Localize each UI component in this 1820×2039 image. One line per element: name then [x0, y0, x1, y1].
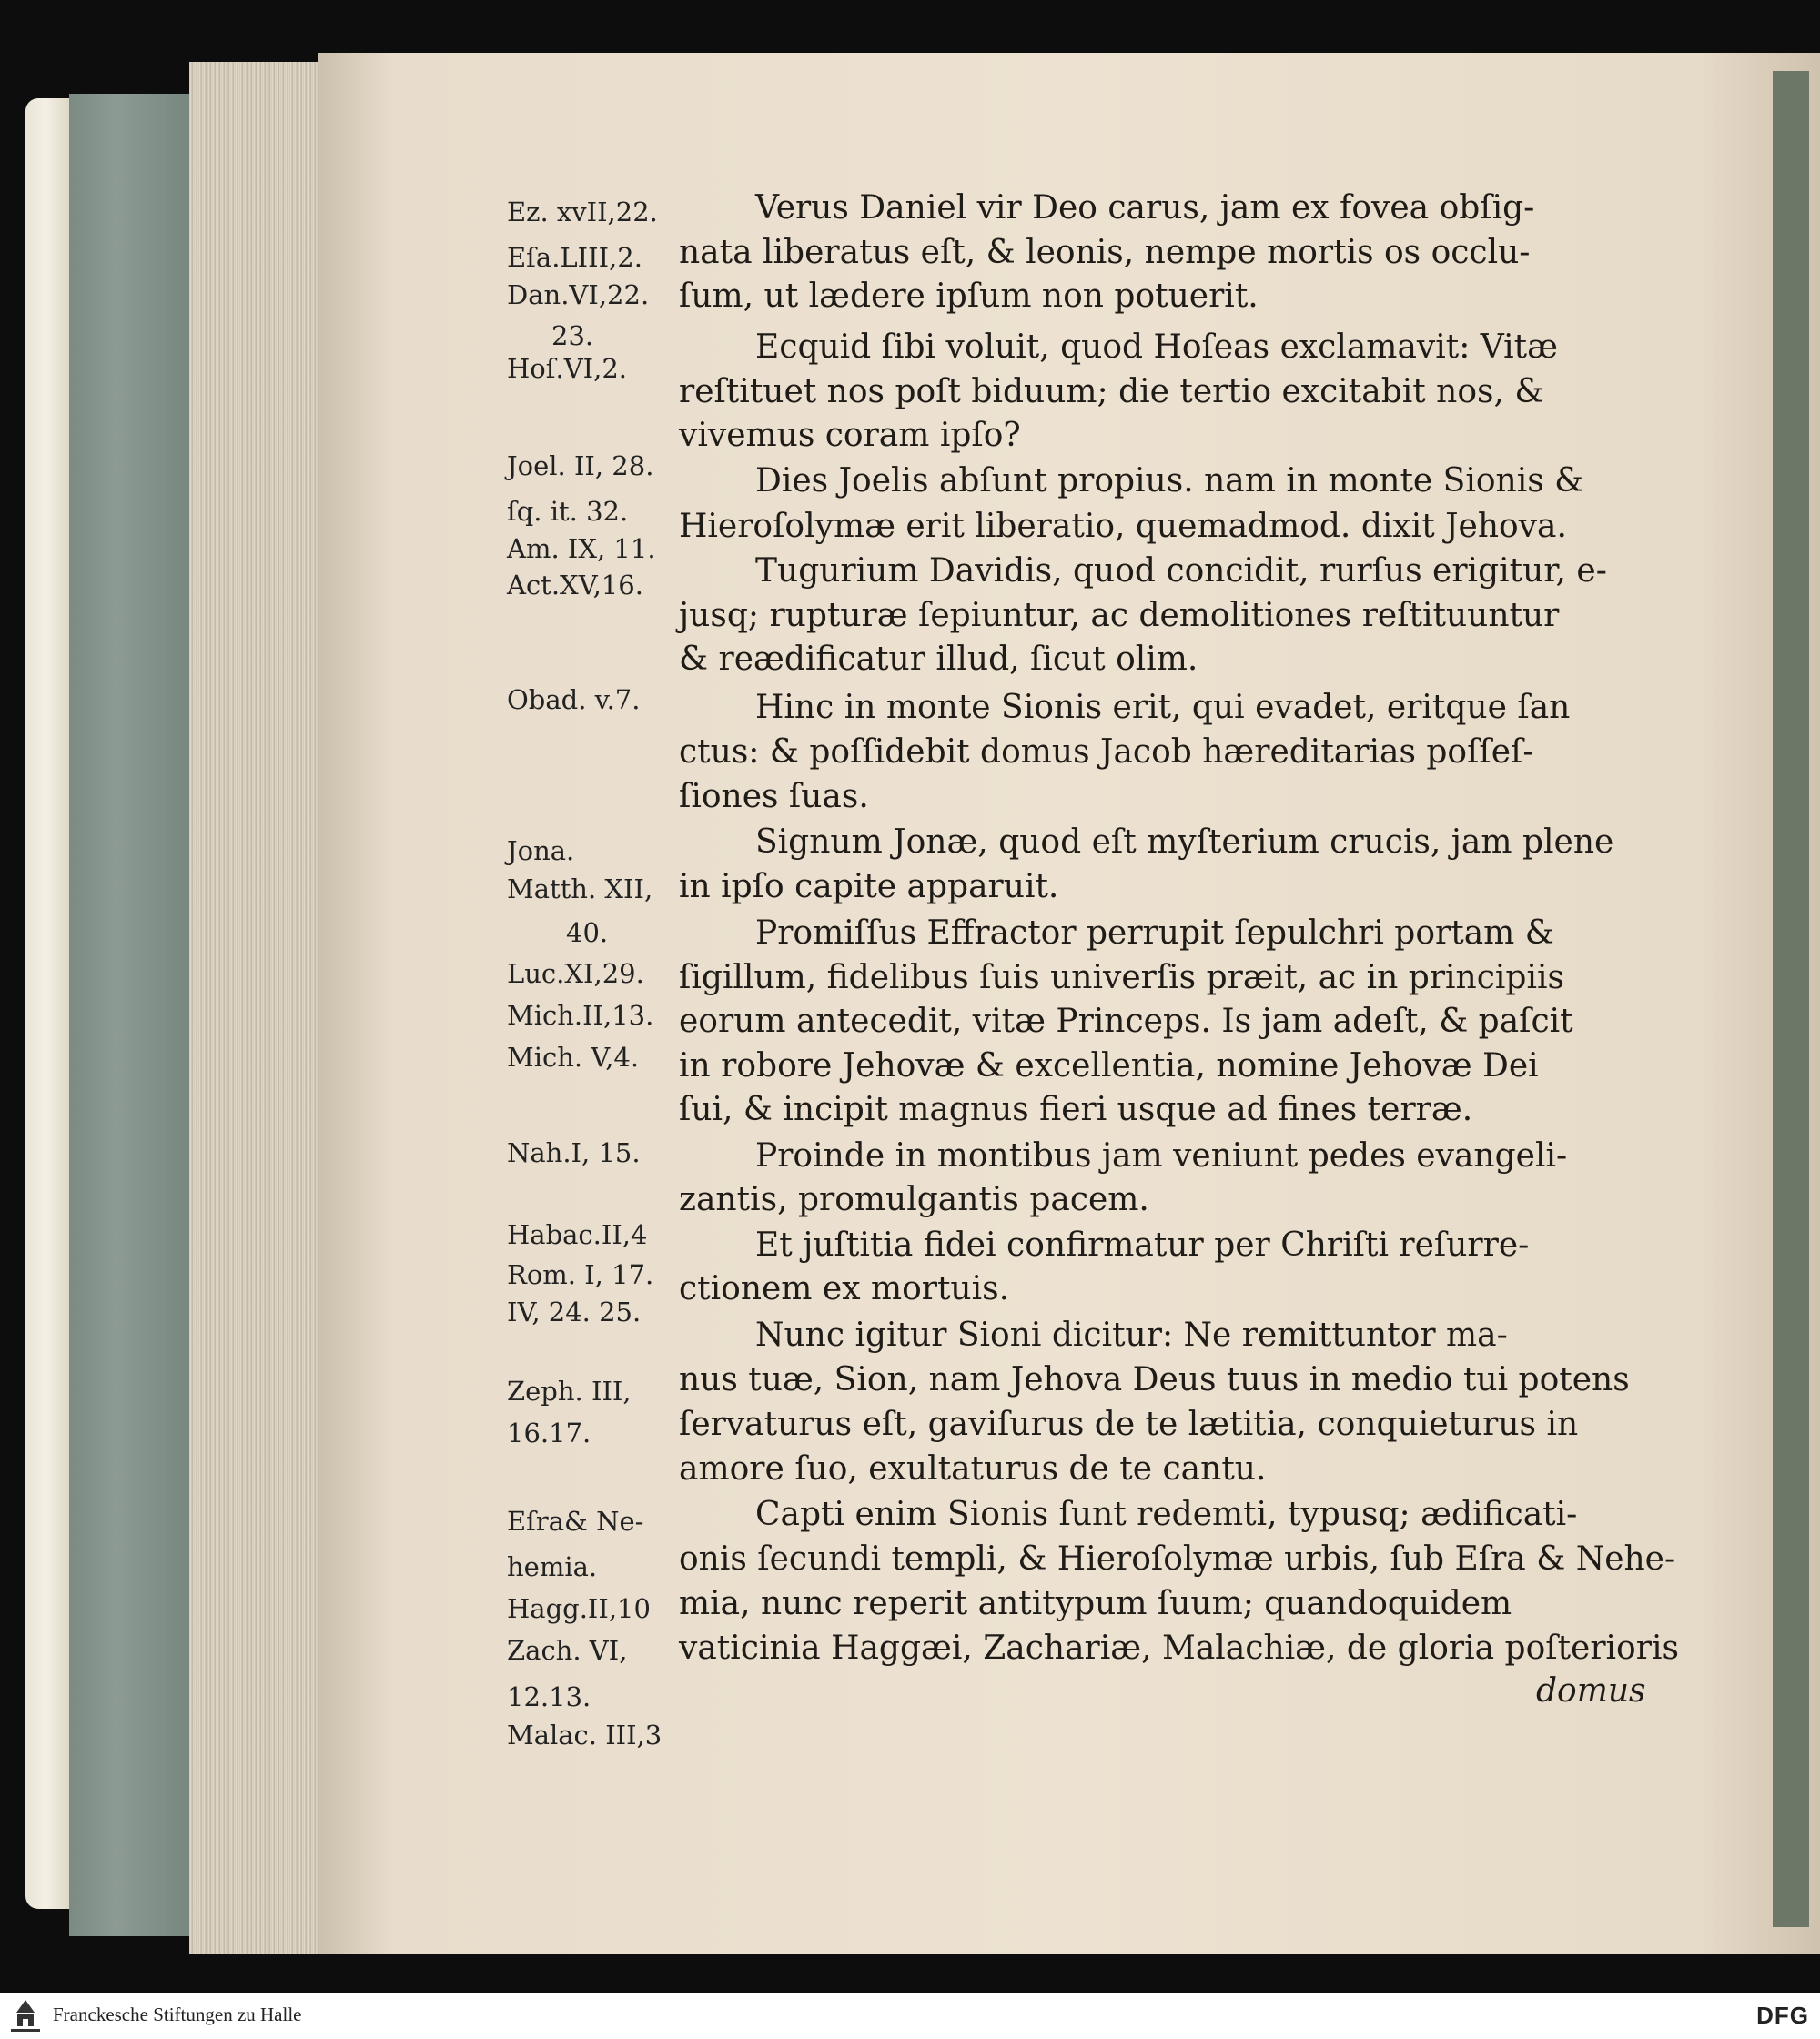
text-line: zantis, promulgantis pacem.: [679, 1181, 1149, 1218]
text-line: in robore Jehovæ & excellentia, nomine Jehovæ Dei: [679, 1047, 1539, 1085]
text-line: ctus: & poſſidebit domus Jacob hæreditarias poſſeſ-: [679, 733, 1534, 771]
margin-note: Hagg.II,10: [507, 1593, 651, 1624]
margin-note: Eſra& Ne-: [507, 1506, 644, 1537]
margin-note: Mich.II,13.: [507, 1000, 654, 1031]
catchword: domus: [1536, 1672, 1646, 1710]
margin-note: Zach. VI,: [507, 1635, 628, 1666]
text-line: in ipſo capite apparuit.: [679, 868, 1059, 905]
text-line: ctionem ex mortuis.: [679, 1270, 1010, 1307]
margin-note: Malac. III,3: [507, 1720, 662, 1751]
margin-note: Joel. II, 28.: [507, 450, 654, 481]
text-line: Dies Joelis abſunt propius. nam in monte Sionis &: [755, 462, 1584, 500]
footer-bar: [0, 1993, 1820, 2039]
margin-note: Zeph. III,: [507, 1376, 632, 1407]
text-line: nata liberatus eſt, & leonis, nempe mortis os occlu-: [679, 234, 1531, 271]
text-line: Promiſſus Effractor perrupit ſepulchri portam &: [755, 914, 1554, 952]
text-line: nus tuæ, Sion, nam Jehova Deus tuus in medio tui potens: [679, 1361, 1630, 1398]
text-line: eorum antecedit, vitæ Princeps. Is jam adeſt, & paſcit: [679, 1003, 1573, 1040]
text-line: Ecquid ſibi voluit, quod Hoſeas exclamavit: Vitæ: [755, 328, 1558, 366]
margin-note: 23.: [551, 320, 594, 351]
margin-note: Dan.VI,22.: [507, 279, 650, 310]
text-line: vaticinia Haggæi, Zachariæ, Malachiæ, de gloria poſterioris: [679, 1630, 1679, 1667]
book-cover-right: [1773, 71, 1809, 1927]
margin-note: Matth. XII,: [507, 873, 653, 904]
margin-note: Am. IX, 11.: [507, 533, 656, 564]
margin-note: Mich. V,4.: [507, 1042, 640, 1073]
text-line: Hieroſolymæ erit liberatio, quemadmod. dixit Jehova.: [679, 508, 1567, 545]
text-line: Capti enim Sionis ſunt redemti, typusq; ædificati-: [755, 1496, 1578, 1533]
margin-note: Habac.II,4: [507, 1219, 648, 1250]
margin-note: Nah.I, 15.: [507, 1137, 641, 1168]
text-line: ſigillum, fidelibus ſuis univerſis præit, ac in principiis: [679, 959, 1564, 996]
margin-note: 16.17.: [507, 1418, 592, 1448]
margin-note: IV, 24. 25.: [507, 1297, 642, 1327]
margin-note: Act.XV,16.: [507, 570, 643, 601]
text-line: Hinc in monte Sionis erit, qui evadet, eritque ſan: [755, 689, 1571, 726]
text-line: Tugurium Davidis, quod concidit, rurſus erigitur, e-: [755, 552, 1607, 590]
institution-name: Franckesche Stiftungen zu Halle: [53, 2004, 302, 2025]
text-line: ſui, & incipit magnus fieri usque ad fines terræ.: [679, 1091, 1473, 1128]
margin-note: Ez. xvII,22.: [507, 197, 658, 227]
text-line: ſum, ut lædere ipſum non potuerit.: [679, 278, 1259, 315]
margin-note: Obad. v.7.: [507, 684, 641, 715]
text-line: amore ſuo, exultaturus de te cantu.: [679, 1450, 1267, 1488]
margin-note: Eſa.LIII,2.: [507, 242, 642, 273]
text-line: Proinde in montibus jam veniunt pedes evangeli-: [755, 1137, 1568, 1175]
margin-note: 40.: [566, 917, 609, 948]
margin-note: Jona.: [507, 835, 575, 866]
text-line: mia, nunc reperit antitypum ſuum; quandoquidem: [679, 1585, 1512, 1622]
text-line: ſiones ſuas.: [679, 778, 869, 815]
text-line: onis ſecundi templi, & Hieroſolymæ urbis, ſub Eſra & Nehe-: [679, 1540, 1676, 1578]
margin-note: 12.13.: [507, 1681, 592, 1712]
institution-logo-icon: [5, 1996, 46, 2036]
text-line: Nunc igitur Sioni dicitur: Ne remittuntor ma-: [755, 1317, 1508, 1354]
margin-note: hemia.: [507, 1551, 598, 1582]
text-line: Verus Daniel vir Deo carus, jam ex fovea obſig-: [755, 189, 1535, 227]
text-line: jusq; rupturæ ſepiuntur, ac demolitiones reſtituuntur: [679, 597, 1560, 634]
margin-note: Luc.XI,29.: [507, 958, 644, 989]
text-line: ſervaturus eſt, gaviſurus de te lætitia, conquieturus in: [679, 1406, 1579, 1443]
margin-note: Hoſ.VI,2.: [507, 353, 627, 384]
dfg-logo: DFG: [1756, 2002, 1809, 2029]
text-line: & reædificatur illud, ſicut olim.: [679, 641, 1198, 678]
margin-note: Rom. I, 17.: [507, 1259, 654, 1290]
text-line: vivemus coram ipſo?: [679, 417, 1021, 454]
text-line: reſtituet nos poſt biduum; die tertio excitabit nos, &: [679, 373, 1544, 410]
margin-note: ſq. it. 32.: [507, 496, 629, 527]
text-line: Et juſtitia fidei confirmatur per Chriſti reſurre-: [755, 1226, 1530, 1264]
text-line: Signum Jonæ, quod eſt myſterium crucis, jam plene: [755, 823, 1614, 861]
